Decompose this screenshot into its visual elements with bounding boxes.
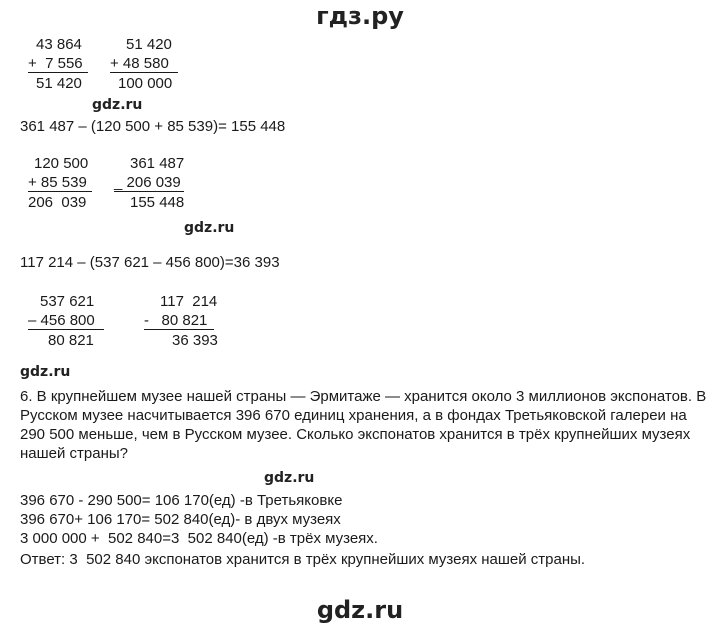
watermark-top: гдз.ру [316, 2, 404, 30]
watermark-1: gdz.ru [92, 97, 143, 113]
watermark-4: gdz.ru [264, 470, 315, 486]
solution-line-3: 3 000 000 + 502 840=3 502 840(ед) -в трёх музеях. [20, 530, 378, 547]
addend-4: + 48 580 [110, 55, 178, 73]
minuend-3: 117 214 [160, 293, 218, 310]
watermark-bottom: gdz.ru [316, 596, 404, 624]
watermark-2: gdz.ru [184, 220, 235, 236]
minuend-1: 361 487 [130, 155, 185, 172]
difference-1: 155 448 [130, 194, 185, 211]
addend-5: 120 500 [34, 155, 89, 172]
difference-3: 36 393 [172, 332, 218, 349]
subtrahend-2: – 456 800 [28, 312, 104, 330]
sum-2: 100 000 [118, 75, 173, 92]
addend-2: + 7 556 [28, 55, 88, 73]
solution-line-2: 396 670+ 106 170= 502 840(ед)- в двух музеях [20, 511, 341, 528]
difference-2: 80 821 [48, 332, 94, 349]
problem-text: 6. В крупнейшем музее нашей страны — Эрмитаже — хранится около 3 миллионов экспонатов. В Русском музее насчитывается 396 670 единиц хранения, а в фондах Третьяковской галереи на 290 500 меньше, чем в Русском музее. Сколько экспонатов хранится в трёх крупнейших музеях нашей страны? [20, 388, 707, 462]
addend-6: + 85 539 [28, 174, 92, 192]
subtrahend-1: _ 206 039 [114, 174, 184, 192]
subtrahend-3: - 80 821 [144, 312, 214, 330]
addend-1: 43 864 [36, 36, 82, 53]
addend-3: 51 420 [126, 36, 172, 53]
sum-1: 51 420 [36, 75, 82, 92]
solution-line-1: 396 670 - 290 500= 106 170(ед) -в Третьяковке [20, 492, 343, 509]
watermark-3: gdz.ru [20, 364, 71, 380]
sum-3: 206 039 [28, 194, 87, 211]
expression-1: 361 487 – (120 500 + 85 539)= 155 448 [20, 118, 286, 135]
minuend-2: 537 621 [40, 293, 95, 310]
expression-2: 117 214 – (537 621 – 456 800)=36 393 [20, 254, 280, 271]
answer-line: Ответ: 3 502 840 экспонатов хранится в трёх крупнейших музеях нашей страны. [20, 551, 586, 568]
